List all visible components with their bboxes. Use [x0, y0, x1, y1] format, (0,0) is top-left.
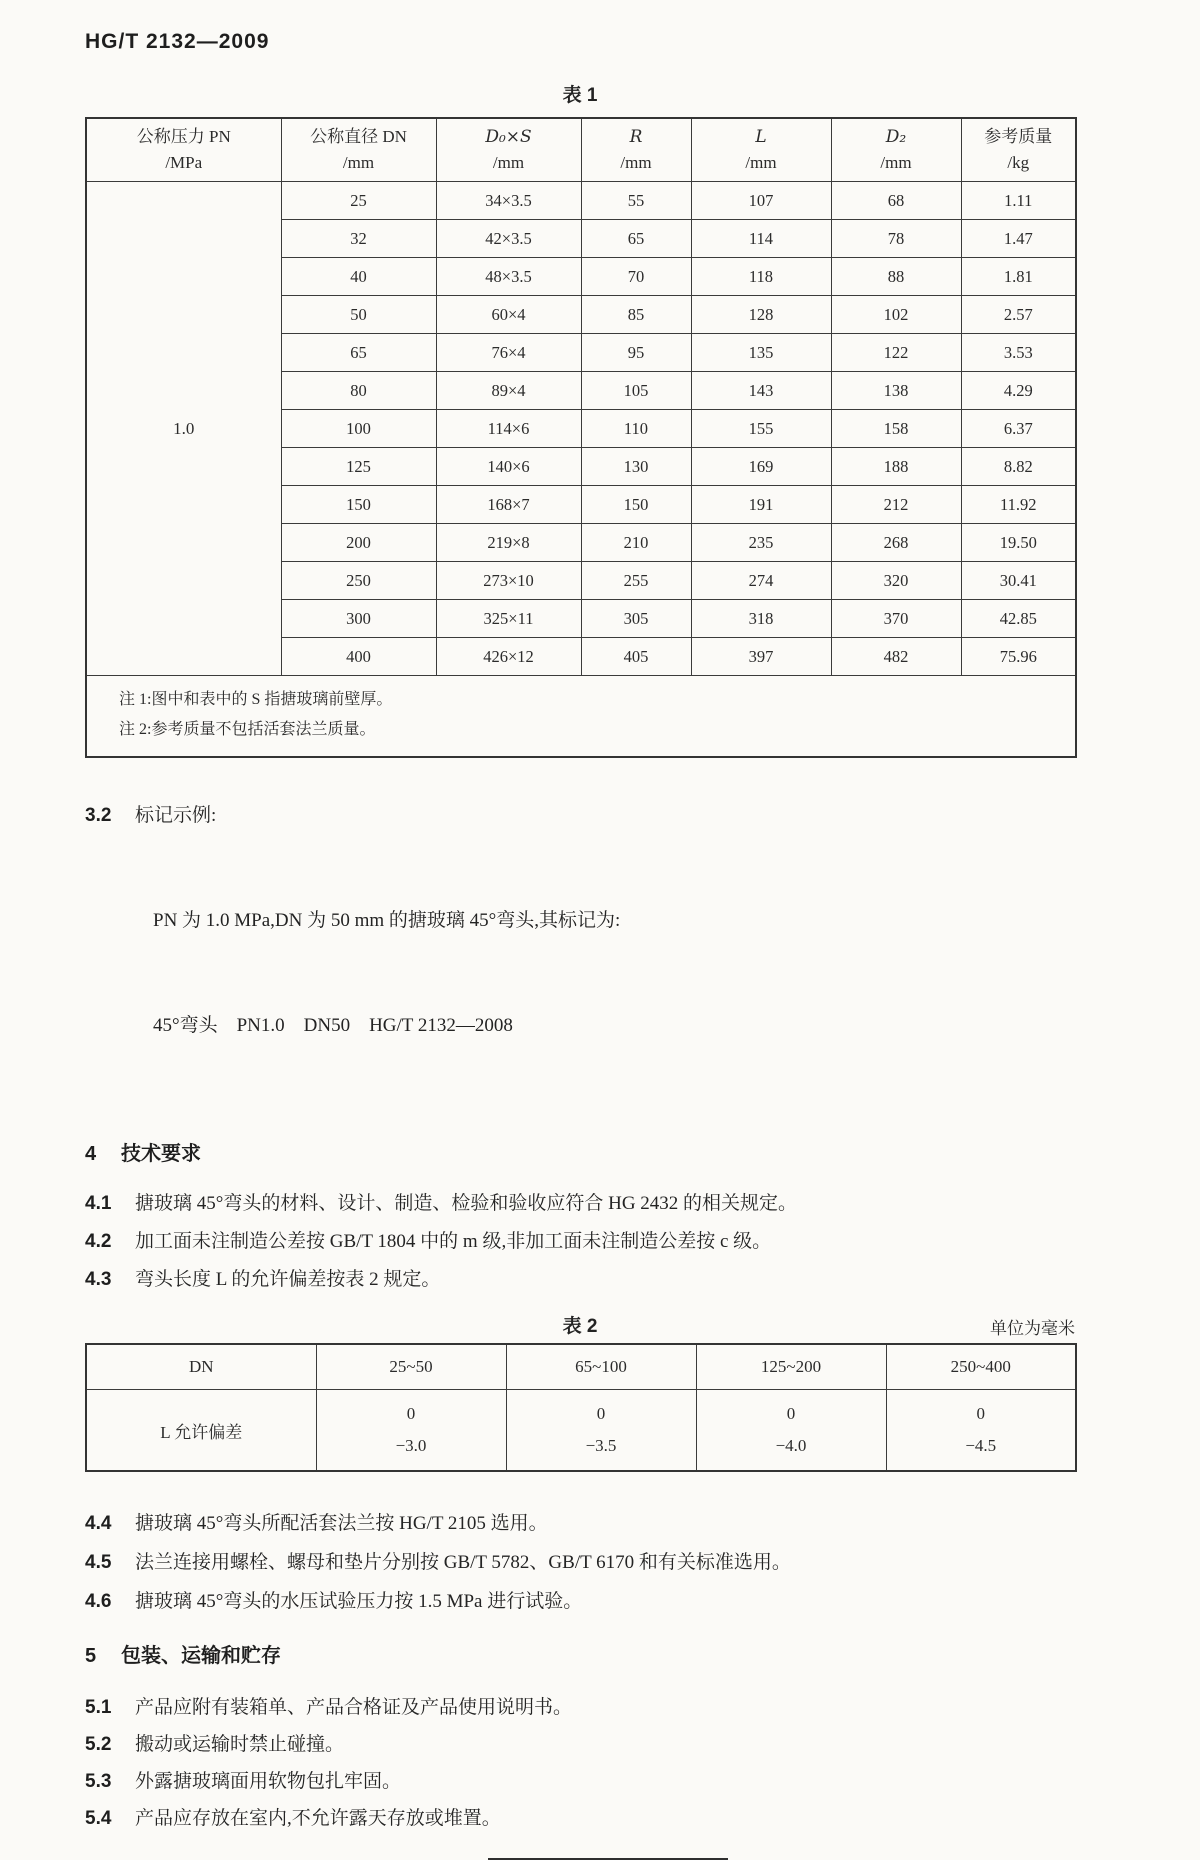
table1-cell: 95 — [581, 334, 691, 372]
table2-header-row — [86, 1344, 1076, 1390]
table1-cell: 255 — [581, 562, 691, 600]
clause-3-2-heading — [85, 800, 1075, 827]
table1-cell: 110 — [581, 410, 691, 448]
clause-4-1 — [85, 1188, 1075, 1215]
table1-cell: 168×7 — [436, 486, 581, 524]
table1-cell: 85 — [581, 296, 691, 334]
clause-3-2-body — [85, 833, 1075, 1113]
section-5-number: 5 — [85, 1645, 97, 1667]
table1-note-2: 注 2:参考质量不包括活套法兰质量。 — [119, 721, 376, 738]
table1-cell: 100 — [281, 410, 436, 448]
clause-3-2 — [85, 800, 1075, 1113]
table1-caption: 表 1 — [562, 85, 598, 106]
table1-cell: 48×3.5 — [436, 258, 581, 296]
table1-cell: 150 — [581, 486, 691, 524]
table1-notes-row — [86, 676, 1076, 758]
clause-4-4-text: 搪玻璃 45°弯头所配活套法兰按 HG/T 2105 选用。 — [135, 1513, 548, 1534]
table1-cell: 150 — [281, 486, 436, 524]
table1-cell: 2.57 — [961, 296, 1076, 334]
table1-cell: 318 — [691, 600, 831, 638]
table1-cell: 219×8 — [436, 524, 581, 562]
table1-cell: 128 — [691, 296, 831, 334]
table1-cell: 140×6 — [436, 448, 581, 486]
section-4-title: 技术要求 — [121, 1143, 201, 1165]
table1-header-pn-label: 公称压力 PN — [136, 127, 231, 146]
section-5-items — [85, 1692, 1075, 1830]
section-5-title: 包装、运输和贮存 — [121, 1645, 281, 1667]
table1-header-dn — [281, 118, 436, 182]
marking-example-line-1: PN 为 1.0 MPa,DN 为 50 mm 的搪玻璃 45°弯头,其标记为: — [153, 910, 621, 931]
table1-cell: 397 — [691, 638, 831, 676]
table1-cell: 188 — [831, 448, 961, 486]
table1-cell: 8.82 — [961, 448, 1076, 486]
section-4-items-before-table2 — [85, 1188, 1075, 1291]
table2-deviation-3-upper: 0 — [786, 1404, 796, 1423]
table1-cell: 300 — [281, 600, 436, 638]
clause-4-4 — [85, 1508, 1075, 1535]
table2-deviation-4-upper: 0 — [976, 1404, 985, 1423]
table1-cell: 76×4 — [436, 334, 581, 372]
clause-4-6-number: 4.6 — [85, 1591, 112, 1612]
table1-cell: 19.50 — [961, 524, 1076, 562]
table1-cell: 65 — [581, 220, 691, 258]
table1-cell: 1.81 — [961, 258, 1076, 296]
clause-5-3-text: 外露搪玻璃面用软物包扎牢固。 — [135, 1771, 402, 1792]
table1-header-pn-unit: /MPa — [165, 153, 203, 172]
standard-number: HG/T 2132—2009 — [85, 30, 270, 53]
table1-cell: 325×11 — [436, 600, 581, 638]
table1-cell: 273×10 — [436, 562, 581, 600]
clause-4-6 — [85, 1586, 1075, 1613]
table1-cell: 70 — [581, 258, 691, 296]
section-4-heading — [85, 1137, 1075, 1166]
clause-3-2-title: 标记示例: — [135, 805, 217, 826]
table1-header-r-unit: /mm — [620, 153, 652, 172]
table1-cell: 88 — [831, 258, 961, 296]
table1-cell: 200 — [281, 524, 436, 562]
table1-header-d0xs-label: D₀×S — [485, 127, 532, 147]
table1-header-r-label: R — [629, 127, 643, 147]
table2-row-label: L 允许偏差 — [86, 1390, 316, 1472]
table1-cell: 6.37 — [961, 410, 1076, 448]
table1-header-l — [691, 118, 831, 182]
table1-header-l-label: L — [755, 127, 767, 147]
table2-caption-row — [85, 1311, 1075, 1337]
table1-notes-cell — [86, 676, 1076, 758]
clause-4-2-number: 4.2 — [85, 1231, 112, 1252]
table1-cell: 30.41 — [961, 562, 1076, 600]
table2-deviation-4-lower: −4.5 — [965, 1436, 997, 1455]
table1-cell: 250 — [281, 562, 436, 600]
table1-header-r — [581, 118, 691, 182]
table1-cell: 130 — [581, 448, 691, 486]
table2-deviation-2 — [506, 1390, 696, 1472]
table1-header-mass-label: 参考质量 — [984, 127, 1053, 146]
table1-cell: 155 — [691, 410, 831, 448]
table1-cell: 210 — [581, 524, 691, 562]
table1-cell: 426×12 — [436, 638, 581, 676]
clause-4-3-number: 4.3 — [85, 1269, 112, 1290]
table2-deviation-3 — [696, 1390, 886, 1472]
clause-4-1-text: 搪玻璃 45°弯头的材料、设计、制造、检验和验收应符合 HG 2432 的相关规定。 — [135, 1193, 798, 1214]
table1-cell: 75.96 — [961, 638, 1076, 676]
table1-header-d2-label: D₂ — [885, 127, 907, 147]
table1-cell: 78 — [831, 220, 961, 258]
clause-4-3 — [85, 1264, 1075, 1291]
table1-cell: 122 — [831, 334, 961, 372]
clause-4-5 — [85, 1547, 1075, 1574]
clause-4-5-number: 4.5 — [85, 1552, 112, 1573]
clause-5-1-number: 5.1 — [85, 1697, 112, 1718]
table1-header-dn-label: 公称直径 DN — [310, 127, 407, 146]
table1-cell: 400 — [281, 638, 436, 676]
table1-cell: 25 — [281, 182, 436, 220]
table1-header-l-unit: /mm — [745, 153, 777, 172]
clause-4-2 — [85, 1226, 1075, 1253]
table1-cell: 268 — [831, 524, 961, 562]
table1-header-dn-unit: /mm — [342, 153, 375, 172]
table2-deviation-2-lower: −3.5 — [585, 1436, 617, 1455]
table1-cell: 32 — [281, 220, 436, 258]
table1-cell: 191 — [691, 486, 831, 524]
table1-cell: 107 — [691, 182, 831, 220]
clause-5-1 — [85, 1692, 1075, 1719]
table1-cell: 143 — [691, 372, 831, 410]
table2-deviation-row — [86, 1390, 1076, 1472]
table1-cell: 40 — [281, 258, 436, 296]
clause-5-2 — [85, 1729, 1075, 1756]
table1-header-d0xs-unit: /mm — [492, 153, 525, 172]
table1-cell: 158 — [831, 410, 961, 448]
section-4-items-after-table2 — [85, 1508, 1075, 1613]
table1 — [85, 117, 1077, 758]
marking-example-line-2: 45°弯头 PN1.0 DN50 HG/T 2132—2008 — [153, 1015, 513, 1036]
table2-unit-note: 单位为毫米 — [990, 1319, 1075, 1338]
table2-header-range-3: 125~200 — [696, 1344, 886, 1390]
table1-cell: 1.11 — [961, 182, 1076, 220]
table2-header-dn: DN — [86, 1344, 316, 1390]
table1-header-d2-unit: /mm — [880, 153, 912, 172]
clause-5-4-number: 5.4 — [85, 1808, 112, 1829]
table1-cell: 55 — [581, 182, 691, 220]
table1-cell: 138 — [831, 372, 961, 410]
table1-cell: 114 — [691, 220, 831, 258]
table1-cell: 235 — [691, 524, 831, 562]
table1-header-mass-unit: /kg — [1007, 153, 1030, 172]
table2-deviation-1 — [316, 1390, 506, 1472]
table1-cell: 118 — [691, 258, 831, 296]
table2-header-range-4: 250~400 — [886, 1344, 1076, 1390]
table2-deviation-4 — [886, 1390, 1076, 1472]
clause-3-2-number: 3.2 — [85, 805, 112, 826]
table1-cell: 102 — [831, 296, 961, 334]
table1-cell: 60×4 — [436, 296, 581, 334]
clause-4-3-text: 弯头长度 L 的允许偏差按表 2 规定。 — [135, 1269, 441, 1290]
table1-cell: 370 — [831, 600, 961, 638]
clause-4-1-number: 4.1 — [85, 1193, 112, 1214]
table1-cell: 482 — [831, 638, 961, 676]
table1-header-mass — [961, 118, 1076, 182]
table1-cell: 405 — [581, 638, 691, 676]
clause-5-4-text: 产品应存放在室内,不允许露天存放或堆置。 — [135, 1808, 501, 1829]
table1-header-pn — [86, 118, 281, 182]
table2 — [85, 1343, 1077, 1472]
table1-cell: 125 — [281, 448, 436, 486]
table2-header-range-2: 65~100 — [506, 1344, 696, 1390]
clause-5-3 — [85, 1766, 1075, 1793]
table1-header-d0xs — [436, 118, 581, 182]
table2-caption: 表 2 — [562, 1316, 598, 1337]
table2-deviation-2-upper: 0 — [596, 1404, 606, 1423]
table1-cell: 135 — [691, 334, 831, 372]
table1-body — [86, 182, 1076, 676]
clause-4-2-text: 加工面未注制造公差按 GB/T 1804 中的 m 级,非加工面未注制造公差按 c 级。 — [135, 1231, 772, 1252]
table1-pn-value: 1.0 — [86, 182, 281, 676]
table1-cell: 42.85 — [961, 600, 1076, 638]
clause-4-5-text: 法兰连接用螺栓、螺母和垫片分别按 GB/T 5782、GB/T 6170 和有关标准选用。 — [135, 1552, 791, 1573]
table1-cell: 65 — [281, 334, 436, 372]
table1-cell: 305 — [581, 600, 691, 638]
table1-row — [86, 182, 1076, 220]
table1-cell: 42×3.5 — [436, 220, 581, 258]
table1-cell: 114×6 — [436, 410, 581, 448]
table1-note-1: 注 1:图中和表中的 S 指搪玻璃前壁厚。 — [119, 691, 393, 708]
table1-cell: 89×4 — [436, 372, 581, 410]
table1-cell: 105 — [581, 372, 691, 410]
table1-cell: 1.47 — [961, 220, 1076, 258]
clause-4-4-number: 4.4 — [85, 1513, 112, 1534]
table2-header-range-1: 25~50 — [316, 1344, 506, 1390]
section-5-heading — [85, 1639, 1075, 1668]
table1-cell: 68 — [831, 182, 961, 220]
table2-deviation-1-lower: −3.0 — [395, 1436, 427, 1455]
clause-5-1-text: 产品应附有装箱单、产品合格证及产品使用说明书。 — [135, 1697, 573, 1718]
table1-cell: 50 — [281, 296, 436, 334]
table1-cell: 4.29 — [961, 372, 1076, 410]
table2-deviation-3-lower: −4.0 — [775, 1436, 807, 1455]
table1-cell: 212 — [831, 486, 961, 524]
table1-header-row — [86, 118, 1076, 182]
clause-4-6-text: 搪玻璃 45°弯头的水压试验压力按 1.5 MPa 进行试验。 — [135, 1591, 583, 1612]
table2-deviation-1-upper: 0 — [406, 1404, 416, 1423]
clause-5-2-number: 5.2 — [85, 1734, 112, 1755]
table1-cell: 11.92 — [961, 486, 1076, 524]
table1-cell: 80 — [281, 372, 436, 410]
table1-cell: 3.53 — [961, 334, 1076, 372]
clause-5-4 — [85, 1803, 1075, 1830]
clause-5-3-number: 5.3 — [85, 1771, 112, 1792]
table1-header-d2 — [831, 118, 961, 182]
table1-cell: 169 — [691, 448, 831, 486]
table1-cell: 320 — [831, 562, 961, 600]
section-4-number: 4 — [85, 1143, 97, 1165]
clause-5-2-text: 搬动或运输时禁止碰撞。 — [135, 1734, 345, 1755]
table1-cell: 274 — [691, 562, 831, 600]
table1-cell: 34×3.5 — [436, 182, 581, 220]
